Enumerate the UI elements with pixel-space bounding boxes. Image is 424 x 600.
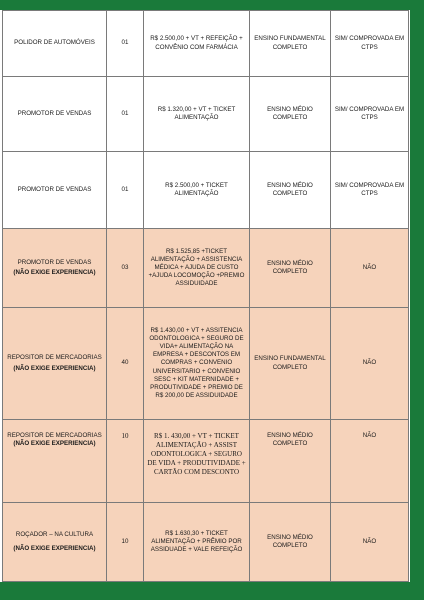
job-table	[2, 10, 409, 582]
cargo-label: ROÇADOR – NA CULTURA	[15, 530, 94, 538]
qtd-cell: 10	[107, 420, 144, 503]
cargo-cell	[3, 503, 107, 582]
cargo-label: PROMOTOR DE VENDAS	[17, 109, 92, 117]
cargo-cell	[3, 152, 107, 229]
table-row	[3, 308, 409, 420]
experiencia-cell: NÃO	[331, 503, 409, 582]
cargo-cell	[3, 11, 107, 77]
cargo-label: REPOSITOR DE MERCADORIAS	[7, 432, 102, 439]
escolaridade-cell: ENSINO MÉDIO COMPLETO	[250, 77, 331, 152]
qtd-cell: 01	[107, 11, 144, 77]
salario-cell: R$ 1.630,30 + TICKET ALIMENTAÇÃO + PRÊMIO POR ASSIDUADE + VALE REFEIÇÃO	[144, 503, 250, 582]
salario-cell: R$ 1.525,85 +TICKET ALIMENTAÇÃO + ASSISTENCIA MÉDICA + AJUDA DE CUSTO +AJUDA LOCOMOÇÃO +PREMIO ASSIDUIDADE	[144, 229, 250, 308]
table-row	[3, 152, 409, 229]
escolaridade-cell: ENSINO MÉDIO COMPLETO	[250, 152, 331, 229]
salario-cell: R$ 1.430,00 + VT + ASSITENCIA ODONTOLOGICA + SEGURO DE VIDA+ ALIMENTAÇÃO NA EMPRESA + DESCONTOS EM COMPRAS + CONVENIO UNIVERSITARIO + CONVENIO SESC + KIT MATERNIDADE + PRODUTIVIDADE + PREMIO DE R$ 200,00 DE ASSIDUIDADE	[144, 308, 250, 420]
qtd-cell: 01	[107, 77, 144, 152]
cargo-label: POLIDOR DE AUTOMÓVEIS	[14, 39, 95, 47]
escolaridade-cell: ENSINO FUNDAMENTAL COMPLETO	[250, 308, 331, 420]
cargo-cell	[3, 77, 107, 152]
no-experience-note: (NÃO EXIGE EXPERIENCIA)	[13, 364, 96, 372]
escolaridade-cell: ENSINO FUNDAMENTAL COMPLETO	[250, 11, 331, 77]
experiencia-cell: NÃO	[331, 308, 409, 420]
table-row	[3, 77, 409, 152]
experiencia-cell: SIM/ COMPROVADA EM CTPS	[331, 152, 409, 229]
table-row	[3, 229, 409, 308]
no-experience-note: (NÃO EXIGE EXPERIENCIA)	[13, 545, 96, 552]
document-page	[0, 10, 410, 582]
salario-cell: R$ 2.500,00 + VT + REFEIÇÃO + CONVÊNIO COM FARMÁCIA	[144, 11, 250, 77]
table-row	[3, 11, 409, 77]
cargo-label: PROMOTOR DE VENDAS	[17, 185, 92, 193]
table-row	[3, 503, 409, 582]
qtd-cell: 03	[107, 229, 144, 308]
cargo-cell	[3, 229, 107, 308]
escolaridade-cell: ENSINO MÉDIO COMPLETO	[250, 420, 331, 503]
cargo-cell	[3, 308, 107, 420]
cargo-cell	[3, 420, 107, 503]
salario-cell: R$ 1. 430,00 + VT + TICKET ALIMENTAÇÃO + ASSIST ODONTOLOGICA + SEGURO DE VIDA + PRODUTIVIDADE + CARTÃO COM DESCONTO	[144, 420, 250, 503]
experiencia-cell: NÃO	[331, 420, 409, 503]
table-row	[3, 420, 409, 503]
experiencia-cell: SIM/ COMPROVADA EM CTPS	[331, 77, 409, 152]
cargo-label: REPOSITOR DE MERCADORIAS	[7, 354, 102, 362]
escolaridade-cell: ENSINO MÉDIO COMPLETO	[250, 503, 331, 582]
no-experience-note: (NÃO EXIGE EXPERIENCIA)	[13, 269, 96, 276]
qtd-cell: 10	[107, 503, 144, 582]
experiencia-cell: NÃO	[331, 229, 409, 308]
no-experience-note: (NÃO EXIGE EXPERIENCIA)	[13, 440, 96, 448]
qtd-cell: 40	[107, 308, 144, 420]
cargo-label: PROMOTOR DE VENDAS	[17, 258, 92, 266]
qtd-cell: 01	[107, 152, 144, 229]
escolaridade-cell: ENSINO MÉDIO COMPLETO	[250, 229, 331, 308]
salario-cell: R$ 2.500,00 + TICKET ALIMENTAÇÃO	[144, 152, 250, 229]
salario-cell: R$ 1.320,00 + VT + TICKET ALIMENTAÇÃO	[144, 77, 250, 152]
experiencia-cell: SIM/ COMPROVADA EM CTPS	[331, 11, 409, 77]
